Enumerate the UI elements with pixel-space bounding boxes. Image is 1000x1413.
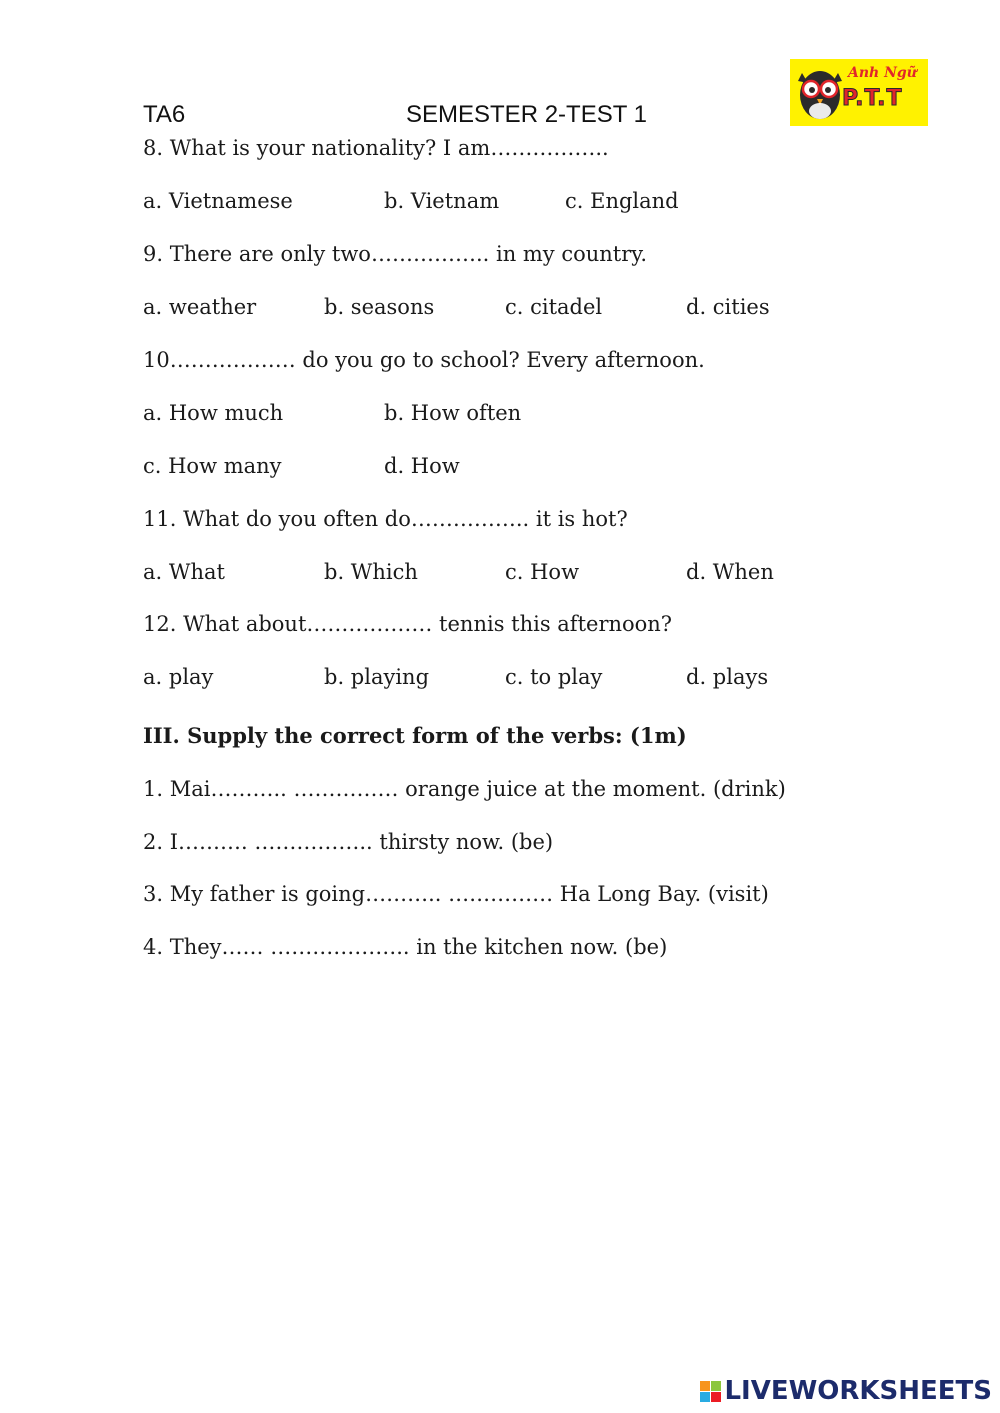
liveworksheets-logo-icon xyxy=(700,1381,721,1402)
option-b: b. Vietnam xyxy=(384,189,500,213)
option-a: a. weather xyxy=(143,295,257,319)
question-10-options-row2 xyxy=(143,454,843,482)
option-c: c. England xyxy=(565,189,679,213)
option-a: a. play xyxy=(143,665,214,689)
option-b: b. How often xyxy=(384,401,522,425)
brand-name: LIVEWORKSHEETS xyxy=(724,1376,992,1406)
verb-item: 2. I………. …………….. thirsty now. (be) xyxy=(143,830,554,854)
question-11-options xyxy=(143,560,843,588)
option-b: b. Which xyxy=(324,560,418,584)
option-a: a. Vietnamese xyxy=(143,189,293,213)
option-b: b. seasons xyxy=(324,295,435,319)
option-d: d. When xyxy=(686,560,774,584)
logo-name: P.T.T xyxy=(842,86,903,111)
verb-item: 3. My father is going……….. …………… Ha Long Bay. (visit) xyxy=(143,882,769,906)
option-d: d. cities xyxy=(686,295,770,319)
section-title: III. Supply the correct form of the verbs: (1m) xyxy=(143,723,687,748)
option-d: d. How xyxy=(384,454,460,478)
question-10: 10……………… do you go to school? Every afternoon. xyxy=(143,348,705,372)
option-b: b. playing xyxy=(324,665,430,689)
question-11: 11. What do you often do…………….. it is hot? xyxy=(143,507,628,531)
option-c: c. to play xyxy=(505,665,603,689)
option-a: a. How much xyxy=(143,401,284,425)
verb-item: 1. Mai……….. …………… orange juice at the moment. (drink) xyxy=(143,777,786,801)
question-8: 8. What is your nationality? I am…………….. xyxy=(143,136,609,160)
question-9: 9. There are only two…………….. in my country. xyxy=(143,242,648,266)
option-d: d. plays xyxy=(686,665,769,689)
test-title: SEMESTER 2-TEST 1 xyxy=(406,101,647,128)
option-c: c. How many xyxy=(143,454,282,478)
option-a: a. What xyxy=(143,560,225,584)
question-8-options xyxy=(143,189,843,217)
school-logo xyxy=(790,59,928,126)
question-9-options xyxy=(143,295,843,323)
liveworksheets-brand xyxy=(700,1376,992,1406)
question-10-options-row1 xyxy=(143,401,843,429)
option-c: c. citadel xyxy=(505,295,603,319)
question-12-options xyxy=(143,665,843,693)
question-12: 12. What about……………… tennis this afternoon? xyxy=(143,612,673,636)
option-c: c. How xyxy=(505,560,580,584)
subject-code: TA6 xyxy=(143,101,186,128)
logo-tagline: Anh Ngữ xyxy=(848,65,917,81)
verb-item: 4. They…… ……………….. in the kitchen now. (be) xyxy=(143,935,668,959)
